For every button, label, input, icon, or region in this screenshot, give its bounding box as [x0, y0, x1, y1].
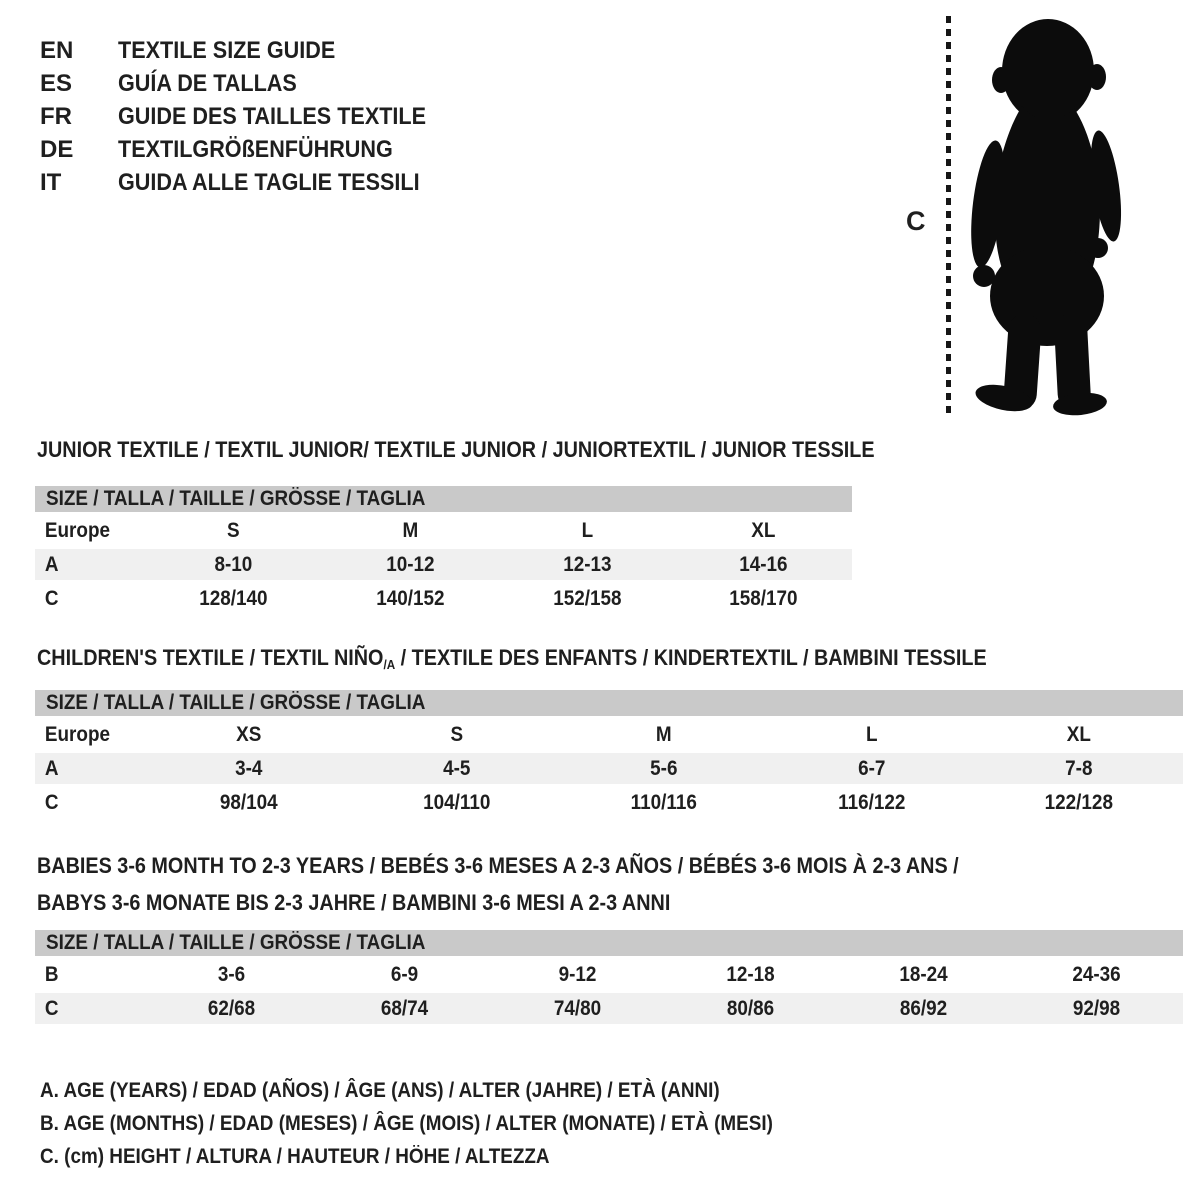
legend-line-c: C. (cm) HEIGHT / ALTURA / HAUTEUR / HÖHE / ALTEZZA: [40, 1145, 550, 1168]
table-cell: 4-5: [442, 756, 471, 780]
junior-section-title: JUNIOR TEXTILE / TEXTIL JUNIOR/ TEXTILE JUNIOR / JUNIORTEXTIL / JUNIOR TESSILE: [37, 437, 875, 462]
table-cell: 12-13: [562, 552, 612, 576]
lang-row-de: [40, 133, 460, 166]
row-label: Europe: [44, 518, 111, 542]
table-cell: 18-24: [899, 962, 948, 986]
children-size-table: [35, 690, 1183, 818]
table-cell: L: [865, 722, 878, 746]
nino-a-subscript: /A: [383, 657, 396, 672]
babies-section-title-line1: BABIES 3-6 MONTH TO 2-3 YEARS / BEBÉS 3-6 MESES A 2-3 AÑOS / BÉBÉS 3-6 MOIS À 2-3 ANS /: [37, 853, 959, 878]
table-cell: 5-6: [650, 756, 678, 780]
lang-title: TEXTILE SIZE GUIDE: [118, 37, 336, 64]
table-cell: 7-8: [1065, 756, 1093, 780]
children-row-c: [35, 787, 1183, 818]
table-cell: S: [450, 722, 463, 746]
table-cell: L: [581, 518, 593, 542]
height-measure-dashed-line: [946, 16, 951, 418]
table-cell: 122/128: [1045, 790, 1114, 814]
junior-row-c: [35, 583, 852, 614]
row-label: C: [44, 790, 59, 814]
lang-title: TEXTILGRÖßENFÜHRUNG: [118, 136, 393, 163]
table-cell: 110/116: [630, 790, 698, 814]
lang-title: GUIDA ALLE TAGLIE TESSILI: [118, 169, 420, 196]
height-measure-label: C: [906, 206, 926, 236]
table-cell: 10-12: [385, 552, 435, 576]
row-label: A: [44, 552, 59, 576]
table-cell: 62/68: [207, 996, 256, 1020]
children-section-title: CHILDREN'S TEXTILE / TEXTIL NIÑO/A / TEXTILE DES ENFANTS / KINDERTEXTIL / BAMBINI TESSILE: [37, 645, 987, 672]
table-cell: 24-36: [1072, 962, 1121, 986]
table-cell: XL: [751, 518, 776, 542]
row-label: A: [44, 756, 59, 780]
junior-size-header-band: SIZE / TALLA / TAILLE / GRÖSSE / TAGLIA: [35, 486, 852, 512]
row-label: C: [44, 996, 59, 1020]
table-cell: M: [656, 722, 672, 746]
table-cell: XS: [236, 722, 262, 746]
table-cell: 8-10: [214, 552, 253, 576]
junior-size-table: [35, 486, 852, 614]
toddler-silhouette-icon: [960, 14, 1135, 416]
lang-row-it: [40, 166, 460, 199]
lang-row-fr: [40, 100, 460, 133]
table-cell: 3-6: [217, 962, 246, 986]
table-cell: 140/152: [375, 586, 445, 610]
table-cell: 68/74: [380, 996, 429, 1020]
lang-code: DE: [40, 136, 74, 163]
table-cell: 74/80: [553, 996, 602, 1020]
measurement-legend: [40, 1074, 854, 1173]
legend-line-b: B. AGE (MONTHS) / EDAD (MESES) / ÂGE (MOIS) / ALTER (MONATE) / ETÀ (MESI): [40, 1112, 773, 1135]
babies-row-c: [35, 993, 1183, 1024]
babies-size-table: [35, 930, 1183, 1024]
table-cell: 12-18: [726, 962, 775, 986]
language-title-block: [40, 34, 460, 199]
lang-row-en: [40, 34, 460, 67]
table-cell: 116/122: [837, 790, 906, 814]
children-size-header-band: SIZE / TALLA / TAILLE / GRÖSSE / TAGLIA: [35, 690, 1183, 716]
row-label: C: [44, 586, 59, 610]
table-cell: 6-7: [857, 756, 886, 780]
table-cell: 9-12: [558, 962, 597, 986]
lang-code: EN: [40, 37, 74, 64]
lang-code: ES: [40, 70, 73, 97]
table-cell: 104/110: [422, 790, 491, 814]
lang-code: FR: [40, 103, 72, 130]
babies-section-title-line2: BABYS 3-6 MONATE BIS 2-3 JAHRE / BAMBINI 3-6 MESI A 2-3 ANNI: [37, 890, 671, 915]
table-cell: 128/140: [199, 586, 268, 610]
legend-line-a: A. AGE (YEARS) / EDAD (AÑOS) / ÂGE (ANS) / ALTER (JAHRE) / ETÀ (ANNI): [40, 1079, 720, 1102]
babies-row-b: [35, 959, 1183, 990]
table-cell: S: [227, 518, 240, 542]
table-cell: 158/170: [729, 586, 798, 610]
junior-row-a: [35, 549, 852, 580]
table-cell: 98/104: [219, 790, 278, 814]
table-cell: 92/98: [1072, 996, 1121, 1020]
table-cell: 86/92: [899, 996, 948, 1020]
row-label: B: [44, 962, 59, 986]
table-cell: 14-16: [739, 552, 788, 576]
row-label: Europe: [44, 722, 111, 746]
lang-code: IT: [40, 169, 62, 196]
table-cell: M: [402, 518, 418, 542]
lang-title: GUIDE DES TAILLES TEXTILE: [118, 103, 427, 130]
children-row-a: [35, 753, 1183, 784]
lang-title: GUÍA DE TALLAS: [118, 70, 297, 97]
lang-row-es: [40, 67, 460, 100]
children-row-europe: [35, 719, 1183, 750]
table-cell: 6-9: [390, 962, 419, 986]
junior-row-europe: [35, 515, 852, 546]
table-cell: XL: [1067, 722, 1092, 746]
table-cell: 3-4: [235, 756, 263, 780]
table-cell: 152/158: [552, 586, 622, 610]
table-cell: 80/86: [726, 996, 775, 1020]
babies-size-header-band: SIZE / TALLA / TAILLE / GRÖSSE / TAGLIA: [35, 930, 1183, 956]
